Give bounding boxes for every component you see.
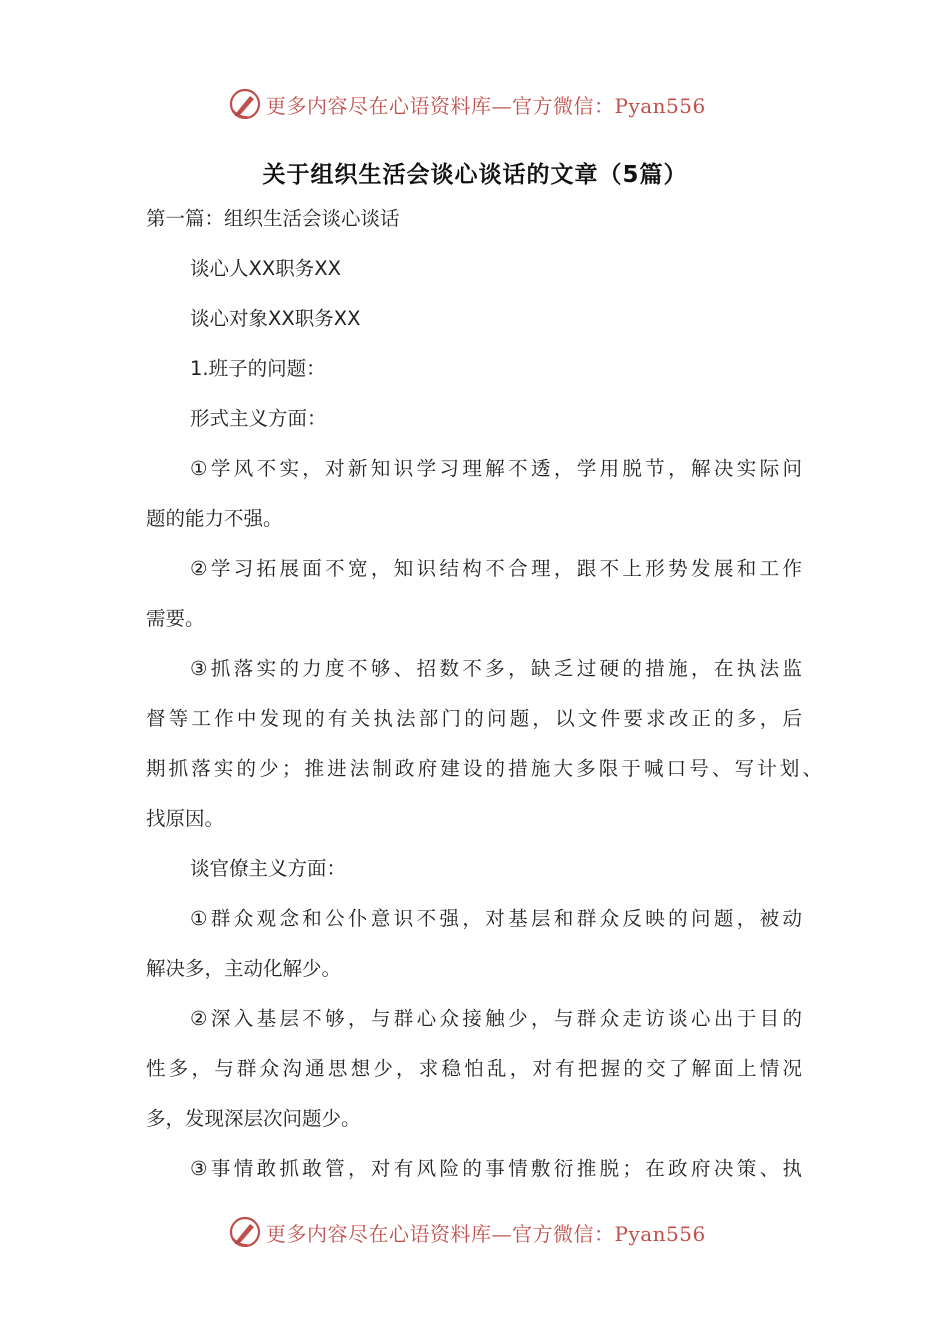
paragraph-line: 谈心对象XX职务XX bbox=[190, 307, 361, 330]
pen-logo-icon bbox=[228, 1215, 262, 1249]
paragraph-line: 期抓落实的少；推进法制政府建设的措施大多限于喊口号、写计划、 bbox=[146, 757, 822, 780]
paragraph-line: ①学风不实，对新知识学习理解不透，学用脱节，解决实际问 bbox=[190, 457, 802, 480]
paragraph-line: 谈官僚主义方面： bbox=[190, 857, 347, 880]
paragraph-line: 1.班子的问题： bbox=[190, 357, 326, 380]
paragraph-line: 性多，与群众沟通思想少，求稳怕乱，对有把握的交了解面上情况 bbox=[146, 1057, 802, 1080]
section-heading: 第一篇：组织生活会谈心谈话 bbox=[146, 207, 400, 230]
paragraph-line: 督等工作中发现的有关执法部门的问题，以文件要求改正的多，后 bbox=[146, 707, 802, 730]
paragraph-line: 解决多，主动化解少。 bbox=[146, 957, 342, 980]
paragraph-line: 形式主义方面： bbox=[190, 407, 327, 430]
paragraph-line: 需要。 bbox=[146, 607, 205, 630]
paragraph-line: ②学习拓展面不宽，知识结构不合理，跟不上形势发展和工作 bbox=[190, 557, 802, 580]
paragraph-line: ②深入基层不够，与群心众接触少，与群众走访谈心出于目的 bbox=[190, 1007, 802, 1030]
paragraph-line: 多，发现深层次问题少。 bbox=[146, 1107, 361, 1130]
paragraph-line: ③抓落实的力度不够、招数不多，缺乏过硬的措施，在执法监 bbox=[190, 657, 802, 680]
paragraph-line: 题的能力不强。 bbox=[146, 507, 283, 530]
pen-logo-icon bbox=[228, 87, 262, 121]
watermark-text: 更多内容尽在心语资料库—官方微信：Pyan556 bbox=[266, 1221, 706, 1246]
paragraph-line: ①群众观念和公仆意识不强，对基层和群众反映的问题，被动 bbox=[190, 907, 802, 930]
watermark-banner-bottom bbox=[228, 1212, 706, 1252]
watermark-banner-top bbox=[228, 84, 706, 124]
watermark-text: 更多内容尽在心语资料库—官方微信：Pyan556 bbox=[266, 93, 706, 118]
paragraph-line: 谈心人XX职务XX bbox=[190, 257, 341, 280]
paragraph-line: 找原因。 bbox=[146, 807, 225, 830]
document-title: 关于组织生活会谈心谈话的文章（5篇） bbox=[262, 162, 688, 188]
paragraph-line: ③事情敢抓敢管，对有风险的事情敷衍推脱；在政府决策、执 bbox=[190, 1157, 802, 1180]
